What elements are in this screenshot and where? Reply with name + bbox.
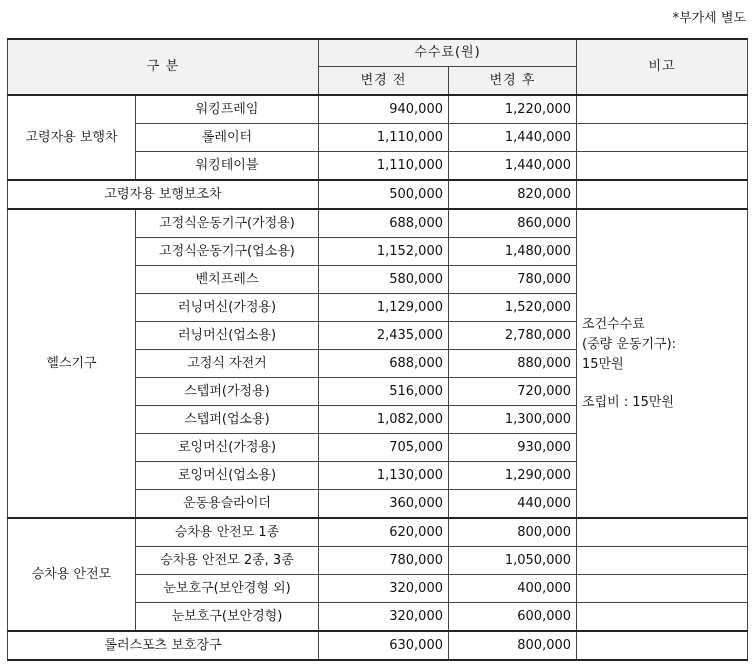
fee-before: 780,000 (319, 547, 449, 575)
remark-cell (577, 95, 748, 124)
fee-after: 800,000 (449, 518, 577, 547)
fee-after: 1,050,000 (449, 547, 577, 575)
item-name: 스텝퍼(업소용) (136, 406, 319, 434)
header-category: 구 분 (8, 39, 319, 95)
fee-before: 2,435,000 (319, 322, 449, 350)
category-cell: 고령자용 보행보조차 (8, 180, 319, 209)
fee-after: 860,000 (449, 209, 577, 238)
item-name: 눈보호구(보안경형 외) (136, 575, 319, 603)
header-remark: 비고 (577, 39, 748, 95)
fee-after: 1,300,000 (449, 406, 577, 434)
fee-table (7, 38, 748, 661)
remark-cell (577, 631, 748, 660)
fee-before: 1,110,000 (319, 152, 449, 181)
remark-cell (577, 547, 748, 575)
item-name: 러닝머신(가정용) (136, 294, 319, 322)
item-name: 로잉머신(가정용) (136, 434, 319, 462)
table-row (8, 95, 748, 124)
fee-before: 1,129,000 (319, 294, 449, 322)
remark-cell (577, 180, 748, 209)
fee-after: 1,520,000 (449, 294, 577, 322)
vat-note: *부가세 별도 (672, 11, 746, 26)
remark-cell (577, 518, 748, 547)
remark-cell (577, 152, 748, 181)
fee-before: 516,000 (319, 378, 449, 406)
item-name: 승차용 안전모 2종, 3종 (136, 547, 319, 575)
fee-before: 320,000 (319, 603, 449, 632)
category-cell: 고령자용 보행차 (8, 95, 136, 180)
fee-after: 1,290,000 (449, 462, 577, 490)
item-name: 고정식운동기구(업소용) (136, 238, 319, 266)
fee-after: 800,000 (449, 631, 577, 660)
fee-after: 440,000 (449, 490, 577, 519)
fee-after: 1,220,000 (449, 95, 577, 124)
fee-before: 360,000 (319, 490, 449, 519)
fee-after: 1,440,000 (449, 152, 577, 181)
fee-before: 688,000 (319, 350, 449, 378)
fee-before: 620,000 (319, 518, 449, 547)
fee-after: 400,000 (449, 575, 577, 603)
fee-after: 1,440,000 (449, 124, 577, 152)
remark-cell (577, 603, 748, 632)
table-row (8, 209, 748, 238)
fee-after: 780,000 (449, 266, 577, 294)
fee-before: 1,082,000 (319, 406, 449, 434)
fee-after: 820,000 (449, 180, 577, 209)
header-before: 변경 전 (319, 67, 449, 96)
item-name: 승차용 안전모 1종 (136, 518, 319, 547)
item-name: 롤레이터 (136, 124, 319, 152)
table-row (8, 518, 748, 547)
fee-before: 705,000 (319, 434, 449, 462)
fee-after: 880,000 (449, 350, 577, 378)
item-name: 워킹프레임 (136, 95, 319, 124)
item-name: 로잉머신(업소용) (136, 462, 319, 490)
fee-after: 930,000 (449, 434, 577, 462)
item-name: 스텝퍼(가정용) (136, 378, 319, 406)
remark-line: 조립비 : 15만원 (582, 394, 674, 410)
category-cell: 롤러스포츠 보호장구 (8, 631, 319, 660)
item-name: 벤치프레스 (136, 266, 319, 294)
fee-before: 630,000 (319, 631, 449, 660)
fee-after: 1,480,000 (449, 238, 577, 266)
fee-before: 580,000 (319, 266, 449, 294)
category-cell: 헬스기구 (8, 209, 136, 518)
header-fee: 수수료(원) (319, 39, 577, 67)
fee-before: 1,152,000 (319, 238, 449, 266)
fee-before: 688,000 (319, 209, 449, 238)
item-name: 러닝머신(업소용) (136, 322, 319, 350)
fee-after: 720,000 (449, 378, 577, 406)
remark-line: (중량 운동기구): (582, 336, 677, 352)
item-name: 워킹테이블 (136, 152, 319, 181)
item-name: 눈보호구(보안경형) (136, 603, 319, 632)
table-row (8, 180, 748, 209)
fee-after: 2,780,000 (449, 322, 577, 350)
fee-after: 600,000 (449, 603, 577, 632)
header-after: 변경 후 (449, 67, 577, 96)
item-name: 고정식운동기구(가정용) (136, 209, 319, 238)
table-row (8, 631, 748, 660)
category-cell: 승차용 안전모 (8, 518, 136, 631)
remark-line: 15만원 (582, 356, 624, 372)
remark-cell (577, 575, 748, 603)
fee-before: 320,000 (319, 575, 449, 603)
remark-cell (577, 124, 748, 152)
remark-cell-fitness (577, 209, 748, 518)
item-name: 운동용슬라이더 (136, 490, 319, 519)
fee-before: 500,000 (319, 180, 449, 209)
fee-before: 1,110,000 (319, 124, 449, 152)
fee-before: 1,130,000 (319, 462, 449, 490)
item-name: 고정식 자전거 (136, 350, 319, 378)
fee-before: 940,000 (319, 95, 449, 124)
remark-line: 조건수수료 (582, 316, 645, 332)
